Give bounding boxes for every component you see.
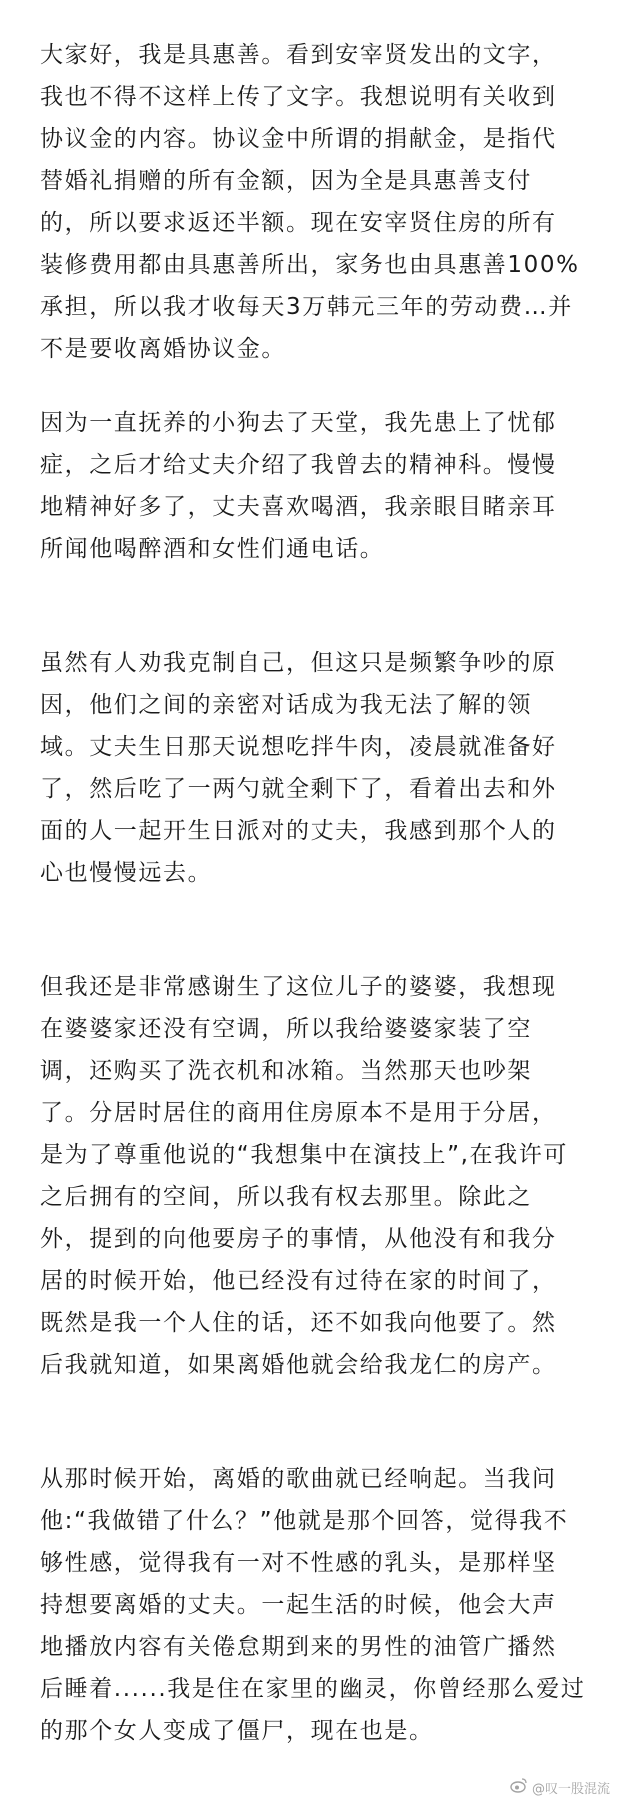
watermark bbox=[510, 1777, 610, 1797]
paragraph-1: 大家好，我是具惠善。看到安宰贤发出的文字， 我也不得不这样上传了文字。我想说明有关收到 协议金的内容。协议金中所谓的捐献金，是指代 替婚礼捐赠的所有金额，因为全是具惠善支付 的，所以要求返还半额。现在安宰贤住房的所有 装修费用都由具惠善所出，家务也由具惠善100% 承担，所以我才收每天3万韩元三年的劳动费…并 不是要收离婚协议金。 bbox=[40, 42, 580, 362]
paragraph-5: 从那时候开始，离婚的歌曲就已经响起。当我问 他:“我做错了什么？”他就是那个回答，觉得我不 够性感，觉得我有一对不性感的乳头，是那样坚 持想要离婚的丈夫。一起生活的时候，他会大声 地播放内容有关倦怠期到来的男性的油管广播然 后睡着......我是住在家里的幽灵，你曾经那么爱过 的那个女人变成了僵尸，现在也是。 bbox=[40, 1466, 586, 1744]
paragraph-3: 虽然有人劝我克制自己，但这只是频繁争吵的原 因，他们之间的亲密对话成为我无法了解的领 域。丈夫生日那天说想吃拌牛肉，凌晨就准备好 了，然后吃了一两勺就全剩下了，看着出去和外 面的人一起开生日派对的丈夫，我感到那个人的 心也慢慢远去。 bbox=[40, 650, 557, 886]
weibo-logo-icon bbox=[510, 1777, 528, 1797]
watermark-text: @叹一股混流 bbox=[531, 1781, 610, 1797]
article-body bbox=[40, 34, 614, 1784]
paragraph-4: 但我还是非常感谢生了这位儿子的婆婆，我想现 在婆婆家还没有空调，所以我给婆婆家装了空 调，还购买了洗衣机和冰箱。当然那天也吵架 了。分居时居住的商用住房原本不是用于分居， 是为了尊重他说的“我想集中在演技上”,在我许可 之后拥有的空间，所以我有权去那里。除此之 外，提到的向他要房子的事情，从他没有和我分 居的时候开始，他已经没有过待在家的时间了， 既然是我一个人住的话，还不如我向他要了。然 后我就知道，如果离婚他就会给我龙仁的房产。 bbox=[40, 974, 568, 1378]
paragraph-2: 因为一直抚养的小狗去了天堂，我先患上了忧郁 症，之后才给丈夫介绍了我曾去的精神科。慢慢 地精神好多了，丈夫喜欢喝酒，我亲眼目睹亲耳 所闻他喝醉酒和女性们通电话。 bbox=[40, 410, 557, 562]
